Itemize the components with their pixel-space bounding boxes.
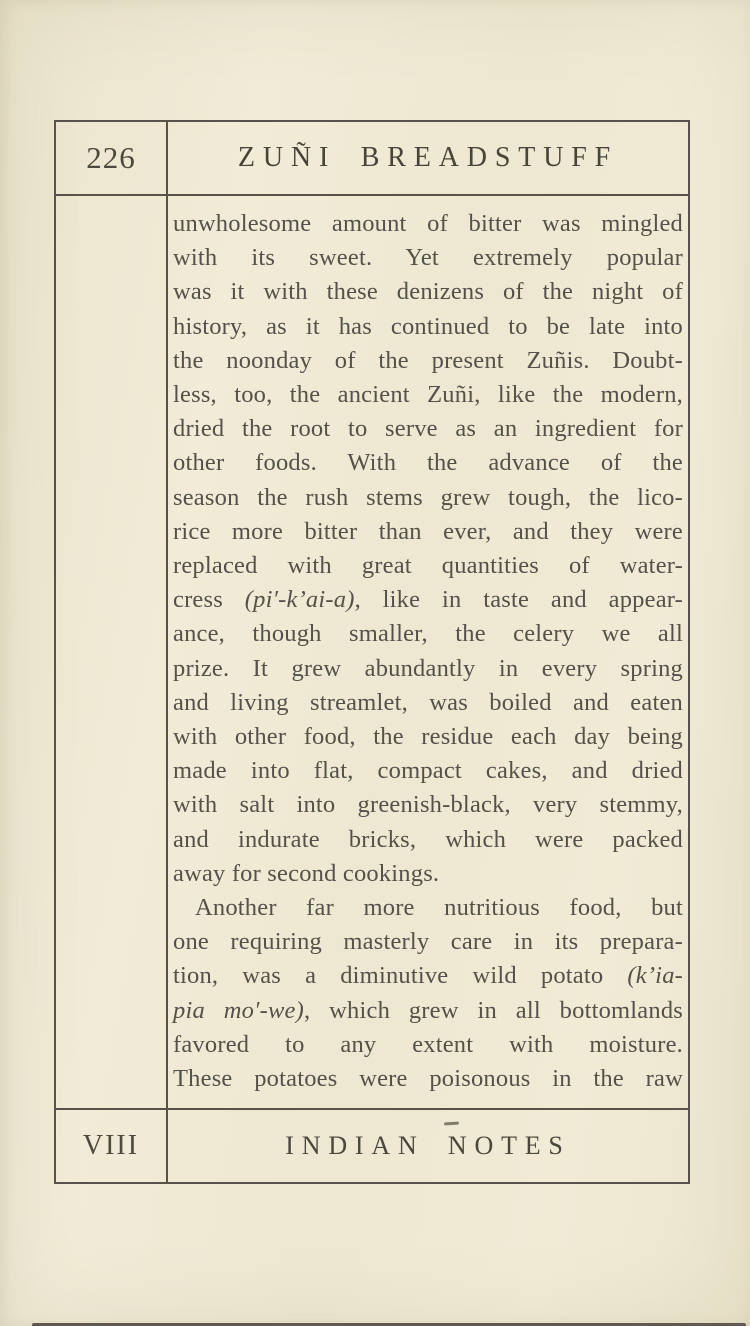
text-segment: tion, was a diminutive wild potato [173, 962, 628, 990]
text-line [173, 617, 683, 651]
text-line [173, 412, 683, 446]
italic-term: pia mo′-we) [173, 996, 304, 1024]
print-artifact-mark [444, 1121, 459, 1125]
text-line [173, 1028, 683, 1062]
text-line [173, 583, 683, 617]
text-line [173, 994, 683, 1028]
text-line [173, 720, 683, 754]
text-segment: with salt into greenish-black, very stemmy, [173, 791, 683, 819]
volume-number: VIII [82, 1130, 140, 1161]
page-number: 226 [86, 140, 136, 175]
body-row [56, 196, 688, 1108]
body-margin-cell [56, 196, 168, 1108]
text-segment: dried the root to serve as an ingredient for [173, 415, 683, 443]
text-segment: prize. It grew abundantly in every spring [173, 654, 683, 682]
text-line [173, 857, 683, 891]
text-segment: with its sweet. Yet extremely popular [173, 244, 683, 272]
text-segment: favored to any extent with moisture. [173, 1030, 683, 1058]
text-line [173, 481, 683, 515]
text-segment: , like in taste and appear- [354, 586, 683, 614]
series-title: INDIAN NOTES [285, 1131, 571, 1160]
text-segment: one requiring masterly care in its prepara- [173, 928, 683, 956]
text-segment: and indurate bricks, which were packed [173, 825, 683, 853]
footer-volume-cell [56, 1110, 168, 1182]
footer-title-cell [168, 1110, 688, 1182]
text-segment: rice more bitter than ever, and they were [173, 517, 683, 545]
text-line [173, 1062, 683, 1096]
text-line [173, 788, 683, 822]
text-segment: history, as it has continued to be late into [173, 312, 683, 340]
text-line [173, 515, 683, 549]
text-segment: other foods. With the advance of the [173, 449, 683, 477]
header-page-number-cell [56, 122, 168, 194]
text-line [173, 549, 683, 583]
text-segment: replaced with great quantities of water- [173, 552, 683, 580]
body-text-cell [168, 196, 688, 1108]
text-line [173, 207, 683, 241]
text-segment: , which grew in all bottomlands [303, 996, 684, 1024]
text-line [173, 891, 683, 925]
text-line [173, 378, 683, 412]
text-segment: Another far more nutritious food, but [195, 894, 683, 922]
header-row [56, 122, 688, 196]
page-frame [54, 120, 690, 1184]
text-segment: season the rush stems grew tough, the lico- [173, 483, 683, 511]
text-line [173, 652, 683, 686]
text-line [173, 275, 683, 309]
text-segment: with other food, the residue each day being [173, 723, 683, 751]
text-segment: cress [173, 586, 245, 614]
text-line [173, 241, 683, 275]
italic-term: (k’ia- [627, 962, 683, 990]
text-segment: made into flat, compact cakes, and dried [173, 757, 683, 785]
text-line [173, 446, 683, 480]
text-segment: ance, though smaller, the celery we all [173, 620, 683, 648]
text-segment: away for second cookings. [173, 859, 440, 887]
text-segment: less, too, the ancient Zuñi, like the modern, [173, 381, 683, 409]
text-segment: the noonday of the present Zuñis. Doubt- [173, 346, 683, 374]
body-text [168, 196, 688, 1108]
italic-term: (pi′-k’ai-a) [244, 586, 355, 614]
text-segment: was it with these denizens of the night of [173, 278, 683, 306]
text-line [173, 925, 683, 959]
text-line [173, 823, 683, 857]
text-line [173, 310, 683, 344]
header-title-cell [168, 122, 688, 194]
text-line [173, 686, 683, 720]
text-line [173, 959, 683, 993]
text-segment: These potatoes were poisonous in the raw [173, 1065, 683, 1093]
footer-row [56, 1108, 688, 1182]
text-segment: and living streamlet, was boiled and eaten [173, 688, 683, 716]
text-line [173, 344, 683, 378]
text-line [173, 754, 683, 788]
running-title: ZUÑI BREADSTUFF [237, 142, 619, 173]
text-segment: unwholesome amount of bitter was mingled [173, 210, 683, 237]
